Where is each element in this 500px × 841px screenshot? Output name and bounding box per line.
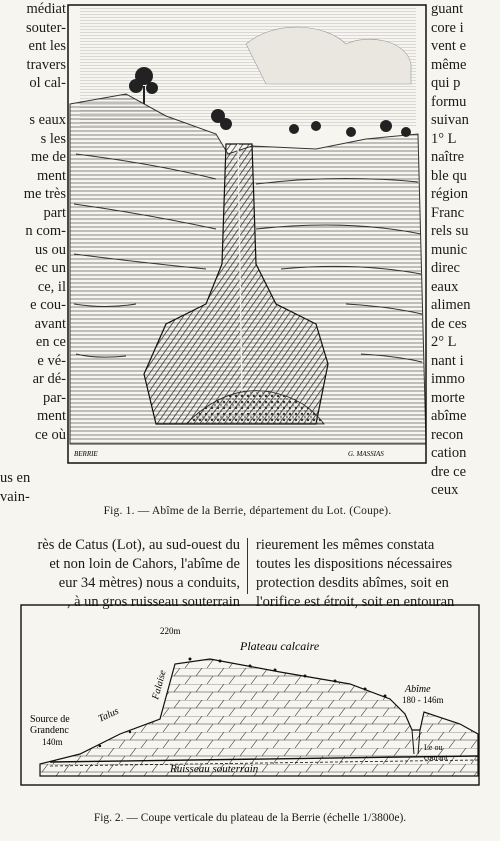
body-text-right: [256, 536, 500, 612]
label-source-1: Source de: [30, 714, 70, 725]
label-plateau: Plateau calcaire: [240, 639, 320, 653]
label-abime: Abîme: [405, 684, 431, 695]
label-abime-depth: 180 - 146m: [402, 695, 444, 705]
text-line: rels su: [431, 223, 469, 239]
text-line: e cou-: [30, 297, 66, 313]
text-line: protection desdits abîmes, soit en: [256, 575, 449, 591]
text-line: ceux: [431, 482, 459, 498]
text-line: eur 34 mètres) nous a conduits,: [58, 575, 240, 591]
text-line: me très: [23, 186, 66, 202]
right-text-fragment: [431, 0, 500, 500]
text-line: abîme: [431, 408, 467, 424]
text-line: dre ce: [431, 463, 467, 480]
text-line: 2° L: [431, 334, 457, 350]
text-line: cation: [431, 445, 467, 461]
text-line: ol cal-: [29, 75, 66, 91]
text-line: rieurement les mêmes constata: [256, 537, 435, 553]
text-line: ent les: [28, 38, 66, 54]
text-line: même: [431, 56, 467, 73]
text-line: s les: [40, 130, 66, 147]
text-line: en ce: [35, 334, 66, 350]
label-courant-1: Le ou: [424, 743, 443, 752]
text-line: ce, il: [37, 278, 66, 295]
text-line: part: [43, 204, 66, 221]
text-line: rès de Catus (Lot), au sud-ouest du: [37, 537, 240, 553]
text-line: naître: [431, 149, 465, 165]
text-line: e vé-: [37, 352, 66, 369]
text-line: toutes les dispositions nécessaires: [256, 556, 453, 572]
text-line: [0, 93, 66, 112]
figure-1-engraving: [66, 4, 429, 466]
text-line: us ou: [34, 241, 66, 258]
text-line: et non loin de Cahors, l'abîme de: [49, 556, 240, 572]
text-line: ec un: [35, 260, 66, 276]
text-line: nant i: [431, 352, 464, 369]
text-line: core i: [431, 19, 464, 36]
text-line: recon: [431, 426, 464, 443]
text-line: formu: [431, 93, 467, 110]
figure-2-caption: Fig. 2. — Coupe verticale du plateau de la Berrie (échelle 1/3800e).: [93, 812, 407, 824]
label-altitude-140: 140m: [42, 737, 63, 747]
text-line: immo: [431, 371, 465, 387]
text-line: us en: [0, 470, 31, 486]
text-line: s eaux: [29, 112, 66, 128]
text-line: vent e: [431, 38, 467, 54]
engraver-signature-right: G. MASSIAS: [348, 450, 384, 458]
text-line: me de: [30, 149, 66, 165]
label-source-2: Grandenc: [30, 725, 69, 736]
text-line: région: [431, 186, 469, 202]
text-line: ment: [37, 408, 66, 424]
label-courant-2: courant: [424, 753, 448, 762]
label-altitude-220: 220m: [160, 626, 181, 636]
text-line: ce où: [35, 426, 66, 443]
text-line: avant: [34, 315, 66, 332]
figure-2-cross-section: [20, 604, 480, 800]
column-divider: [247, 538, 248, 594]
left-text-fragment: [0, 0, 66, 444]
body-text-left: [0, 536, 240, 612]
text-line: suivan: [431, 112, 469, 128]
text-line: n com-: [25, 223, 66, 239]
label-talus: Talus: [96, 705, 121, 725]
text-line: , à un gros ruisseau souterrain: [66, 594, 240, 610]
text-line: médiat: [26, 1, 66, 17]
left-text-tail: [0, 469, 64, 506]
text-line: vain-: [0, 488, 30, 505]
label-falaise: Falaise: [150, 668, 169, 701]
text-line: munic: [431, 241, 468, 258]
text-line: eaux: [431, 278, 459, 295]
label-ruisseau: Ruisseau souterrain: [170, 763, 259, 775]
text-line: direc: [431, 260, 460, 276]
figure-1-caption: Fig. 1. — Abîme de la Berrie, département du Lot. (Coupe).: [103, 505, 392, 517]
text-line: morte: [431, 389, 465, 406]
text-line: souter-: [26, 19, 66, 36]
text-line: l'orifice est étroit, soit en entouran: [256, 594, 455, 610]
text-line: Franc: [431, 204, 465, 221]
text-line: alimen: [431, 297, 471, 313]
text-line: ar dé-: [32, 371, 66, 387]
text-line: ment: [37, 167, 66, 184]
text-line: ble qu: [431, 167, 467, 184]
engraver-signature-left: BERRIE: [74, 450, 98, 458]
text-line: travers: [26, 56, 66, 73]
text-line: par-: [42, 389, 66, 406]
text-line: qui p: [431, 75, 461, 91]
text-line: 1° L: [431, 130, 457, 147]
text-line: guant: [431, 1, 464, 17]
text-line: de ces: [431, 315, 467, 332]
